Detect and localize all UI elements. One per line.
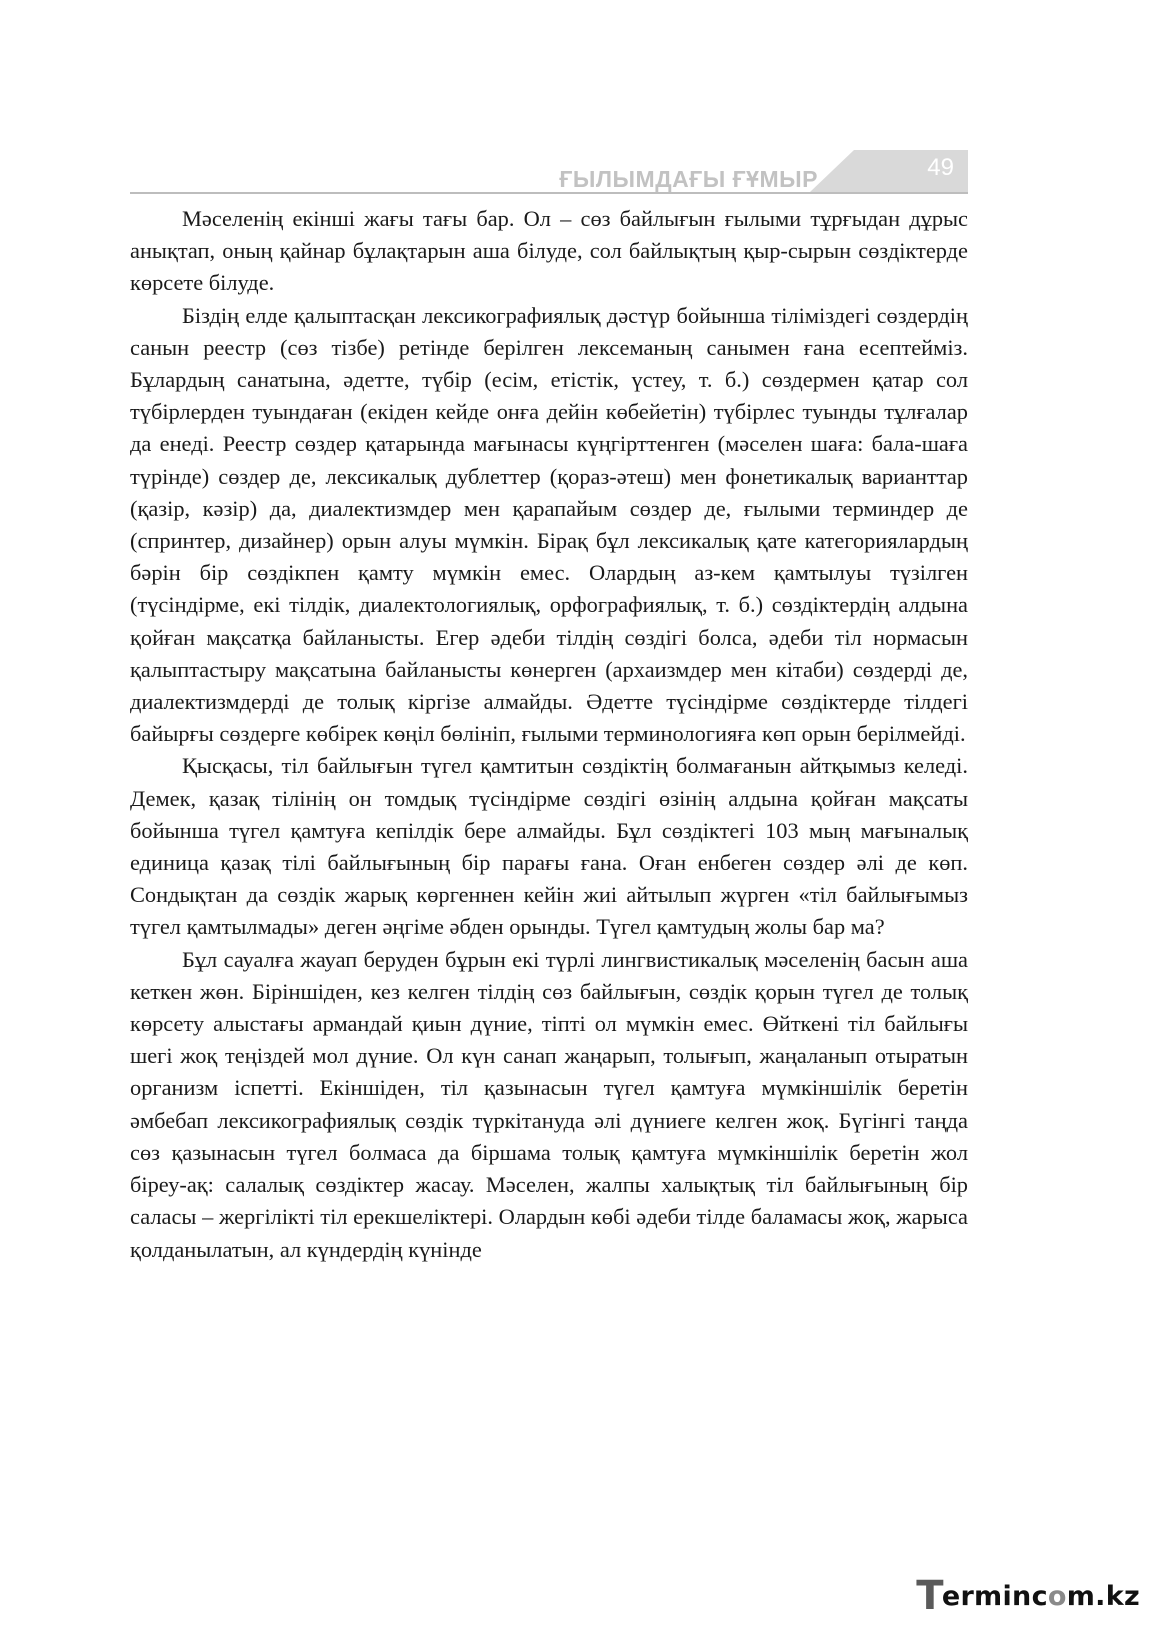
- watermark-text-b: o: [1047, 1581, 1067, 1612]
- paragraph: Біздің елде қалыптасқан лексикографиялық дәстүр бойынша тіліміздегі сөздердің санын реестр (сөз тізбе) ретінде берілген лексеманың санымен ғана есептейміз. Бұлардың санатына, әдетте, түбір (есім, етістік, үстеу, т. б.) сөздермен қатар сол түбірлерден туындаған (екіден кейде онға дейін көбейетін) түбірлес туынды тұлғалар да енеді. Реестр сөздер қатарында мағынасы күңгірттенген (мәселен шаға: бала-шаға түрінде) сөздер де, лексикалық дублеттер (қораз-әтеш) мен фонетикалық варианттар (қазір, кәзір) да, диалектизмдер мен қарапайым сөздер де, ғылыми терминдер де (спринтер, дизайнер) орын алуы мүмкін. Бірақ бұл лексикалық қате категориялардың бәрін бір сөздікпен қамту мүмкін емес. Олардың аз-кем қамтылуы түзілген (түсіндірме, екі тілдік, диалектологиялық, орфографиялық, т. б.) сөздіктердің алдына қойған мақсатқа байланысты. Егер әдеби тілдің сөздігі болса, әдеби тіл нормасын қалыптастыру мақсатына байланысты көнерген (архаизмдер мен кітаби) сөздерді де, диалектизмдерді де толық кіргізе алмайды. Әдетте түсіндірме сөздіктерде тілдегі байырғы сөздерге көбірек көңіл бөлініп, ғылыми терминологияға көп орын берілмейді.: [130, 302, 968, 747]
- site-watermark: [916, 1573, 1140, 1619]
- paragraph: Мәселенің екінші жағы тағы бар. Ол – сөз байлығын ғылыми тұрғыдан дұрыс анықтап, оның қайнар бұлақтарын аша білуде, сол байлықтың қыр-сырын сөздіктерде көрсете білуде.: [130, 206, 968, 296]
- watermark-initial: T: [916, 1573, 944, 1619]
- paragraph: Қысқасы, тіл байлығын түгел қамтитын сөздіктің болмағанын айтқымыз келеді. Демек, қазақ тілінің он томдық түсіндірме сөздігі өзінің алдына қойған мақсаты бойынша түгел қамтуға кепілдік бере алмайды. Бұл сөздіктегі 103 мың мағыналық единица қазақ тілі байлығының бір парағы ғана. Оған енбеген сөздер әлі де көп. Сондықтан да сөздік жарық көргеннен кейін жиі айтылып жүрген «тіл байлығымыз түгел қамтылмады» деген әңгіме әбден орынды. Түгел қамтудың жолы бар ма?: [130, 753, 968, 940]
- body-text: [130, 203, 968, 1266]
- paragraph: Бұл сауалға жауап беруден бұрын екі түрлі лингвистикалық мәселенің басын аша кеткен жөн. Біріншіден, кез келген тілдің сөз байлығын, сөздік қорын түгел де толық көрсету алыстағы армандай қиын дүние, тіпті ол мүмкін емес. Өйткені тіл байлығы шегі жоқ теңіздей мол дүние. Ол күн санап жаңарып, толығып, жаңаланып отыратын организм іспетті. Екіншіден, тіл қазынасын түгел қамтуға мүмкіншілік беретін әмбебап лексикографиялық сөздік түркітануда әлі дүниеге келген жоқ. Бүгінгі таңда сөз қазынасын түгел болмаса да біршама толық қамтуға мүмкіншілік беретін жол біреу-ақ: салалық сөздіктер жасау. Мәселен, жалпы халықтық тіл байлығының бір саласы – жергілікті тіл ерекшеліктері. Олардын көбі әдеби тілде баламасы жоқ, жарыса қолданылатын, ал күндердің күнінде: [130, 946, 968, 1262]
- running-title: ҒЫЛЫМДАҒЫ ҒҰМЫР: [559, 166, 818, 192]
- page-number: 49: [927, 154, 954, 181]
- running-header: [130, 150, 968, 196]
- header-rule: [130, 192, 968, 194]
- watermark-text-c: m.kz: [1066, 1581, 1140, 1612]
- watermark-text-a: erminc: [941, 1581, 1048, 1612]
